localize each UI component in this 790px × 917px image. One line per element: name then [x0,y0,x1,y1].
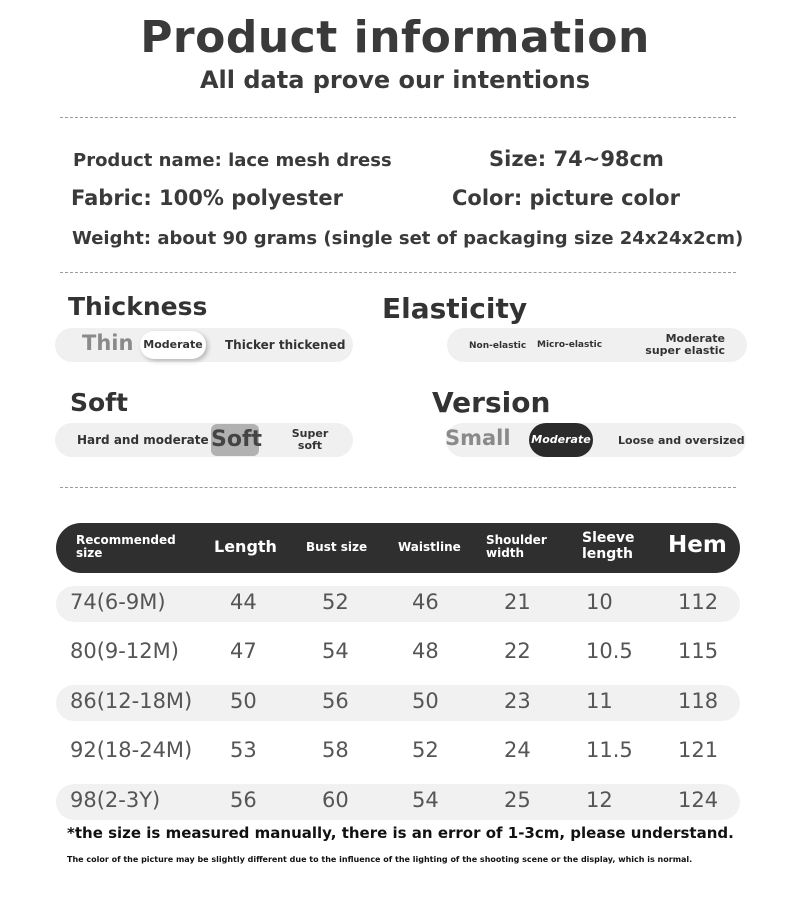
product-weight: Weight: about 90 grams (single set of packaging size 24x24x2cm) [72,228,744,249]
table-cell: 50 [412,689,439,713]
table-cell: 115 [678,639,719,663]
table-cell: 22 [504,639,531,663]
table-cell: 92(18-24M) [70,738,193,762]
table-cell: 56 [322,689,349,713]
elasticity-option: Non-elastic [469,341,527,351]
thickness-option: Thicker thickened [225,338,346,352]
thickness-option: Thin [82,331,134,355]
product-color: Color: picture color [452,186,680,210]
table-cell: 121 [678,738,719,762]
divider [60,117,736,118]
header-recommended-size: Recommended size [76,533,176,560]
soft-option: Super soft [291,427,329,452]
table-cell: 112 [678,590,719,614]
elasticity-option: Micro-elastic [537,340,603,350]
table-cell: 11.5 [586,738,633,762]
table-cell: 21 [504,590,531,614]
page-subtitle: All data prove our intentions [199,66,591,94]
table-cell: 53 [230,738,257,762]
header-hem: Hem [668,532,727,558]
table-cell: 23 [504,689,531,713]
table-cell: 56 [230,788,257,812]
table-row [56,685,740,721]
version-label: Version [432,386,551,419]
table-cell: 10.5 [586,639,633,663]
table-cell: 58 [322,738,349,762]
table-cell: 46 [412,590,439,614]
table-cell: 124 [678,788,719,812]
elasticity-label: Elasticity [382,292,528,325]
table-cell: 50 [230,689,257,713]
table-cell: 44 [230,590,257,614]
product-name: Product name: lace mesh dress [73,150,392,171]
table-cell: 10 [586,590,613,614]
color-note: The color of the picture may be slightly different due to the influence of the lighting of the shooting scene or the display, which is normal. [67,855,693,864]
page-title: Product information [140,12,650,63]
version-option-selected: Moderate [529,423,593,457]
divider [60,272,736,273]
table-cell: 80(9-12M) [70,639,179,663]
table-cell: 98(2-3Y) [70,788,161,812]
header-waistline: Waistline [398,540,461,554]
table-cell: 54 [322,639,349,663]
table-cell: 118 [678,689,719,713]
table-cell: 48 [412,639,439,663]
thickness-label: Thickness [68,292,208,321]
table-cell: 24 [504,738,531,762]
table-cell: 54 [412,788,439,812]
soft-option-selected: Soft [211,424,259,456]
table-cell: 25 [504,788,531,812]
table-row [56,586,740,622]
table-cell: 12 [586,788,613,812]
header-sleeve-length: Sleeve length [582,530,635,562]
table-row [56,734,740,770]
header-length: Length [214,537,277,556]
table-cell: 52 [412,738,439,762]
measurement-note: *the size is measured manually, there is an error of 1-3cm, please understand. [67,824,734,842]
version-option: Loose and oversized [618,434,745,447]
table-row [56,635,740,671]
soft-option: Hard and moderate [77,433,209,447]
table-row [56,784,740,820]
table-cell: 74(6-9M) [70,590,166,614]
soft-label: Soft [70,388,129,417]
divider [60,487,736,488]
table-cell: 52 [322,590,349,614]
header-bust-size: Bust size [306,540,368,554]
product-size: Size: 74~98cm [489,147,664,171]
table-cell: 60 [322,788,349,812]
table-cell: 11 [586,689,613,713]
table-cell: 86(12-18M) [70,689,193,713]
version-option: Small [445,426,511,450]
thickness-option-selected: Moderate [140,331,206,359]
elasticity-option: Moderate super elastic [645,332,725,357]
header-shoulder-width: Shoulder width [486,533,547,560]
product-fabric: Fabric: 100% polyester [71,186,343,210]
size-table-header [56,523,740,573]
table-cell: 47 [230,639,257,663]
